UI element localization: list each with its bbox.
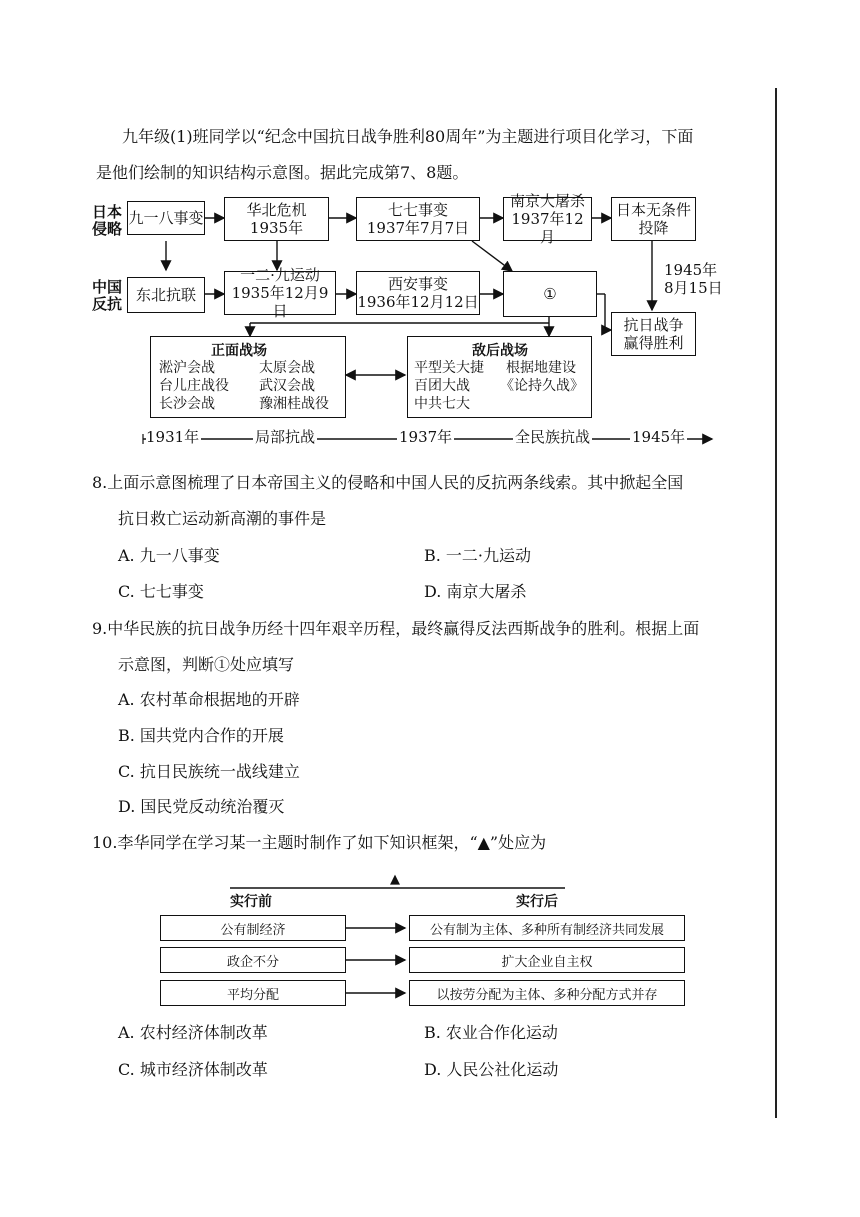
box-northeast-label: 东北抗联 xyxy=(135,286,196,304)
box-xian-date: 1936年12月12日 xyxy=(357,293,479,311)
q10-option-d: D. 人民公社化运动 xyxy=(424,1060,559,1079)
box-northeast-army xyxy=(127,277,205,313)
box-918-label: 九一八事变 xyxy=(128,209,204,227)
date-1945-day: 8月15日 xyxy=(664,279,723,297)
q9-stem-1: 9.中华民族的抗日战争历经十四年艰辛历程，最终赢得反法西斯战争的胜利。根据上面 xyxy=(92,619,700,638)
front-item: 台儿庄战役 xyxy=(159,378,229,394)
box-japan-surrender xyxy=(611,197,696,241)
q8-stem-2: 抗日救亡运动新高潮的事件是 xyxy=(118,509,327,528)
box-918-incident xyxy=(127,201,205,235)
box-surrender-line1: 日本无条件 xyxy=(615,201,691,219)
box-129-movement xyxy=(224,266,336,320)
box-nanjing-date: 1937年12月 xyxy=(511,210,584,246)
q10-after-label: 实行后 xyxy=(516,894,558,910)
q9-option-b: B. 国共党内合作的开展 xyxy=(118,726,284,745)
q9-option-d: D. 国民党反动统治覆灭 xyxy=(118,797,285,816)
box-victory xyxy=(611,312,696,356)
timeline-local-war: 局部抗战 xyxy=(255,428,316,446)
box-rear-battlefield xyxy=(407,336,592,418)
date-1945-year: 1945年 xyxy=(664,261,718,279)
q10-before-item: 政企不分 xyxy=(160,947,346,973)
q10-before-item: 平均分配 xyxy=(160,980,346,1006)
q10-after-item: 以按劳分配为主体、多种分配方式并存 xyxy=(409,980,685,1006)
q9-option-c: C. 抗日民族统一战线建立 xyxy=(118,762,300,781)
front-item: 武汉会战 xyxy=(259,378,315,394)
q8-option-d: D. 南京大屠杀 xyxy=(424,582,527,601)
rear-item: 中共七大 xyxy=(414,396,470,412)
box-129-date: 1935年12月9日 xyxy=(231,284,329,320)
box-victory-line1: 抗日战争 xyxy=(623,316,684,334)
timeline-1931: 1931年 xyxy=(146,428,200,446)
intro-line-1: 九年级(1)班同学以“纪念中国抗日战争胜利80周年”为主题进行项目化学习，下面 xyxy=(122,127,694,146)
rear-item: 平型关大捷 xyxy=(414,360,484,376)
row-label-japan-2: 侵略 xyxy=(92,220,123,238)
timeline-1937: 1937年 xyxy=(399,428,453,446)
q10-option-b: B. 农业合作化运动 xyxy=(424,1023,558,1042)
front-item: 长沙会战 xyxy=(159,396,215,412)
front-item: 豫湘桂战役 xyxy=(259,396,329,412)
box-north-china-date: 1935年 xyxy=(249,219,304,237)
q10-option-c: C. 城市经济体制改革 xyxy=(118,1060,268,1079)
intro-line-2: 是他们绘制的知识结构示意图。据此完成第7、8题。 xyxy=(96,163,469,182)
q10-option-a: A. 农村经济体制改革 xyxy=(118,1023,268,1042)
box-77-title: 七七事变 xyxy=(387,201,448,219)
q8-option-a: A. 九一八事变 xyxy=(118,546,220,565)
box-nanjing-massacre xyxy=(503,192,592,246)
rear-item: 百团大战 xyxy=(414,378,470,394)
front-title: 正面战场 xyxy=(211,343,267,359)
rear-title: 敌后战场 xyxy=(472,343,528,359)
front-item: 太原会战 xyxy=(259,360,315,376)
rear-item: 根据地建设 xyxy=(506,360,576,376)
q8-option-c: C. 七七事变 xyxy=(118,582,204,601)
q10-after-item: 扩大企业自主权 xyxy=(409,947,685,973)
q8-stem-1: 8.上面示意图梳理了日本帝国主义的侵略和中国人民的反抗两条线索。其中掀起全国 xyxy=(92,473,684,492)
q10-before-item: 公有制经济 xyxy=(160,915,346,941)
box-blank-marker: ① xyxy=(543,285,557,303)
box-surrender-line2: 投降 xyxy=(638,219,669,237)
rear-item: 《论持久战》 xyxy=(500,378,584,394)
box-xian-title: 西安事变 xyxy=(387,275,448,293)
q10-after-item: 公有制为主体、多种所有制经济共同发展 xyxy=(409,915,685,941)
box-77-date: 1937年7月7日 xyxy=(366,219,470,237)
box-nanjing-title: 南京大屠杀 xyxy=(509,192,585,210)
box-victory-line2: 赢得胜利 xyxy=(623,334,684,352)
box-129-title: 一二·九运动 xyxy=(240,266,320,284)
front-item: 淞沪会战 xyxy=(159,360,215,376)
box-front-battlefield xyxy=(150,336,346,418)
box-77-incident xyxy=(356,197,480,241)
q10-triangle-marker: ▲ xyxy=(390,872,400,887)
q9-option-a: A. 农村革命根据地的开辟 xyxy=(118,690,300,709)
row-label-china-2: 反抗 xyxy=(92,295,123,313)
timeline-national-war: 全民族抗战 xyxy=(515,428,591,446)
box-north-china-title: 华北危机 xyxy=(246,201,307,219)
box-xian-incident xyxy=(356,271,480,315)
row-label-china-1: 中国 xyxy=(92,278,123,296)
q10-stem: 10.李华同学在学习某一主题时制作了如下知识框架，“▲”处应为 xyxy=(92,833,547,852)
q10-before-label: 实行前 xyxy=(230,894,272,910)
box-blank-1 xyxy=(503,271,597,317)
timeline-1945: 1945年 xyxy=(632,428,686,446)
q8-option-b: B. 一二·九运动 xyxy=(424,546,532,565)
row-label-japan-1: 日本 xyxy=(92,203,123,221)
q9-stem-2: 示意图，判断①处应填写 xyxy=(118,655,295,674)
box-north-china-crisis xyxy=(224,197,329,241)
